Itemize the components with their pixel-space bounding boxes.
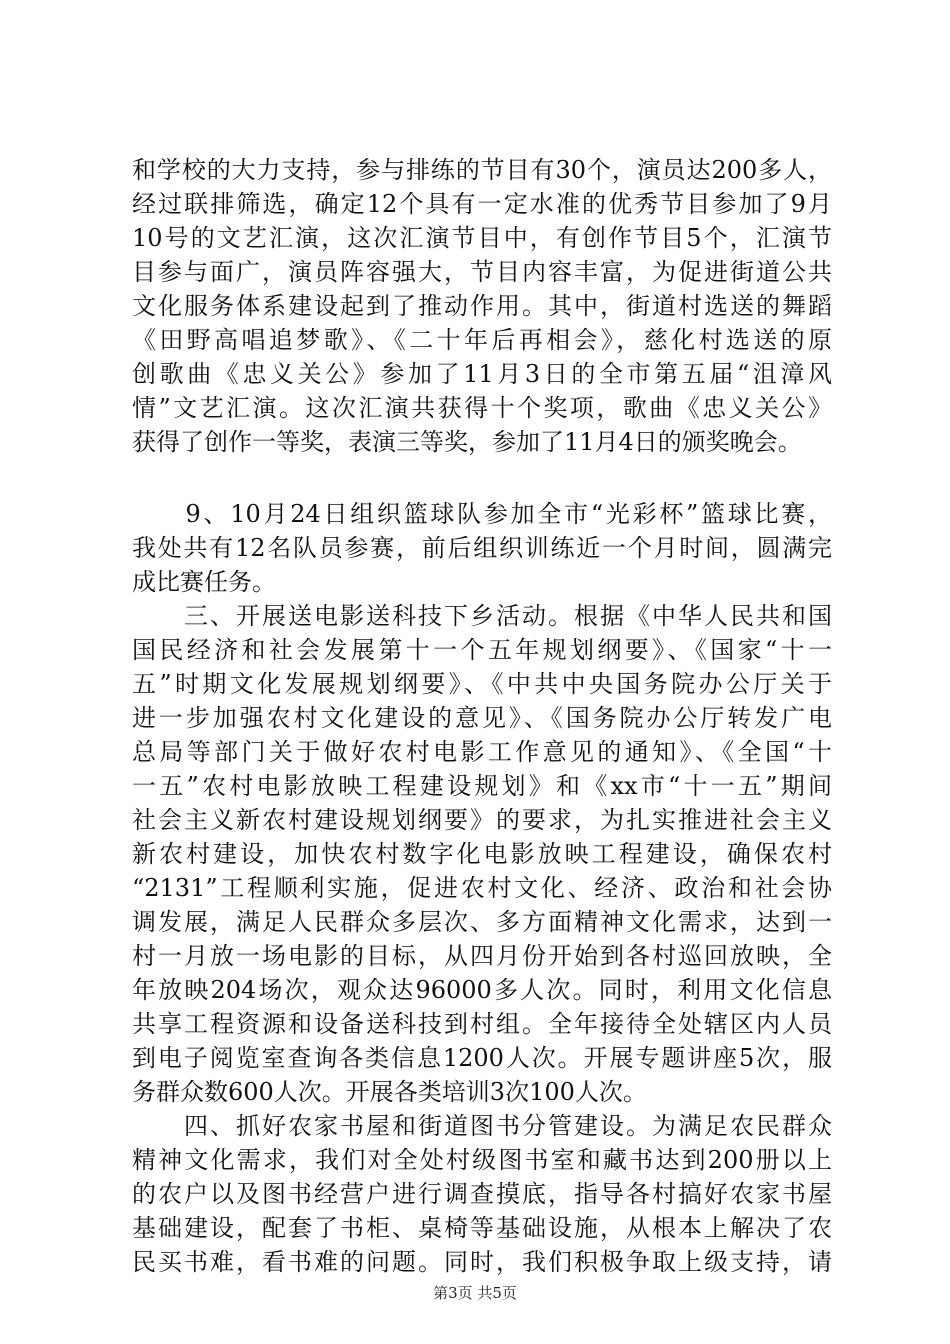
text-line: 务群众数600人次。开展各类培训3次100人次。 (132, 1078, 647, 1106)
text-line: 新农村建设，加快农村数字化电影放映工程建设，确保农村 (132, 840, 832, 868)
text-line: 获得了创作一等奖，表演三等奖，参加了11月4日的颁奖晚会。 (132, 428, 802, 456)
text-line: 目参与面广，演员阵容强大，节目内容丰富，为促进街道公共 (132, 258, 832, 286)
text-line: 总局等部门关于做好农村电影工作意见的通知》、《全国“十 (132, 738, 832, 766)
text-line: 的农户以及图书经营户进行调查摸底，指导各村搞好农家书屋 (132, 1180, 832, 1208)
text-line: 四、抓好农家书屋和街道图书分管建设。为满足农民群众 (132, 1112, 832, 1140)
text-line: 五”时期文化发展规划纲要》、《中共中央国务院办公厅关于 (132, 670, 832, 698)
text-line: “2131”工程顺利实施，促进农村文化、经济、政治和社会协 (132, 874, 832, 902)
text-line: 调发展，满足人民群众多层次、多方面精神文化需求，达到一 (132, 908, 832, 936)
text-line: 进一步加强农村文化建设的意见》、《国务院办公厅转发广电 (132, 704, 832, 732)
text-line: 精神文化需求，我们对全处村级图书室和藏书达到200册以上 (132, 1146, 832, 1174)
page-footer: 第3页 共5页 (433, 1284, 517, 1302)
text-line: 基础建设，配套了书柜、桌椅等基础设施，从根本上解决了农 (132, 1214, 832, 1242)
text-line: 9、10月24日组织篮球队参加全市“光彩杯”篮球比赛， (132, 500, 832, 528)
text-line: 一五”农村电影放映工程建设规划》和《xx市“十一五”期间 (132, 772, 832, 800)
text-line: 文化服务体系建设起到了推动作用。其中，街道村选送的舞蹈 (132, 292, 832, 320)
text-line: 10号的文艺汇演，这次汇演节目中，有创作节目5个，汇演节 (132, 224, 832, 252)
text-line: 创歌曲《忠义关公》参加了11月3日的全市第五届“沮漳风 (132, 360, 832, 388)
text-line: 三、开展送电影送科技下乡活动。根据《中华人民共和国 (132, 602, 832, 630)
text-line: 经过联排筛选，确定12个具有一定水准的优秀节目参加了9月 (132, 190, 832, 218)
text-line: 社会主义新农村建设规划纲要》的要求，为扎实推进社会主义 (132, 806, 832, 834)
text-line: 国民经济和社会发展第十一个五年规划纲要》、《国家“十一 (132, 636, 832, 664)
text-line: 到电子阅览室查询各类信息1200人次。开展专题讲座5次，服 (132, 1044, 832, 1072)
text-line: 和学校的大力支持，参与排练的节目有30个，演员达200多人， (132, 156, 832, 184)
text-line: 共享工程资源和设备送科技到村组。全年接待全处辖区内人员 (132, 1010, 832, 1038)
text-line: 村一月放一场电影的目标，从四月份开始到各村巡回放映，全 (132, 942, 832, 970)
text-line: 《田野高唱追梦歌》、《二十年后再相会》，慈化村选送的原 (132, 326, 832, 354)
text-line: 情”文艺汇演。这次汇演共获得十个奖项，歌曲《忠义关公》 (132, 394, 832, 422)
text-line: 民买书难，看书难的问题。同时，我们积极争取上级支持，请 (132, 1248, 832, 1276)
text-line: 年放映204场次，观众达96000多人次。同时，利用文化信息 (132, 976, 832, 1004)
text-line: 我处共有12名队员参赛，前后组织训练近一个月时间，圆满完 (132, 534, 832, 562)
text-line: 成比赛任务。 (132, 568, 276, 596)
